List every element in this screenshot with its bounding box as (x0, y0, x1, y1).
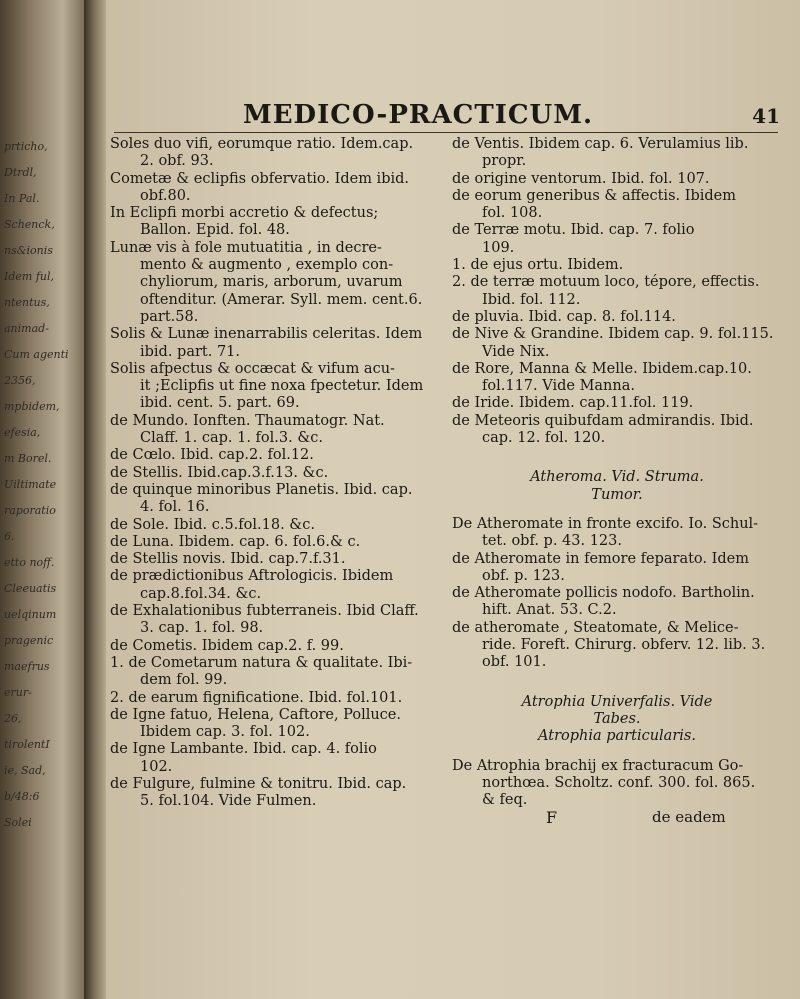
index-entry-line: de Rore, Manna & Melle. Ibidem.cap.10. (452, 360, 752, 377)
index-entry-line: chyliorum, maris, arborum, uvarum (140, 274, 403, 291)
index-entry-line: Vide Nix. (482, 343, 550, 360)
left-column (110, 136, 440, 811)
margin-fragment: etto noff. (4, 556, 55, 569)
index-entry-line: Ballon. Epid. fol. 48. (140, 222, 290, 239)
index-entry-line: de prædictionibus Aftrologicis. Ibidem (110, 568, 394, 585)
index-entry-line: mento & augmento , exemplo con- (140, 257, 394, 274)
margin-fragment: Cleeuatis (4, 582, 57, 595)
index-entry-line: fol.117. Vide Manna. (482, 378, 635, 395)
index-entry-line: oftenditur. (Amerar. Syll. mem. cent.6. (140, 291, 423, 308)
margin-fragment: 6. (4, 530, 15, 543)
index-entry-line: tet. obf. p. 43. 123. (482, 533, 622, 550)
margin-fragment: efesia, (4, 426, 41, 439)
index-entry-line: Solis & Lunæ inenarrabilis celeritas. Idem (110, 326, 423, 343)
index-entry-line: Cometæ & eclipfis obfervatio. Idem ibid. (110, 170, 409, 187)
margin-fragment: Uiltimate (4, 478, 57, 491)
margin-fragment: ns&ionis (4, 244, 53, 257)
index-entry-line: de Iride. Ibidem. cap.11.fol. 119. (452, 395, 694, 412)
index-entry-line: Ibid. fol. 112. (482, 291, 581, 308)
index-entry-line: de Igne Lambante. Ibid. cap. 4. folio (110, 741, 377, 758)
section-heading-atheroma: Atheroma. Vid. Struma. (530, 469, 704, 486)
index-entry-line: Claff. 1. cap. 1. fol.3. &c. (140, 430, 323, 447)
meteora-entries (452, 136, 782, 447)
index-entry-line: 2. de terræ motuum loco, tépore, effectis. (452, 274, 760, 291)
index-entry-line: propr. (482, 153, 527, 170)
margin-fragment: Schenck, (4, 218, 55, 231)
index-entry-line: 102. (140, 758, 173, 775)
index-entry-line: Soles duo vifi, eorumque ratio. Idem.cap. (110, 136, 414, 152)
index-entry-line: 2. obf. 93. (140, 153, 214, 170)
index-entry-line: 1. de Cometarum natura & qualitate. Ibi- (110, 654, 413, 671)
index-entry-line: de Exhalationibus fubterraneis. Ibid Claff. (110, 603, 419, 620)
index-entry-line: Lunæ vis à fole mutuatitia , in decre- (110, 239, 382, 256)
index-entry-line: de origine ventorum. Ibid. fol. 107. (452, 170, 710, 187)
margin-fragment: 2356, (4, 374, 36, 387)
page-header (106, 100, 800, 132)
index-entry-line: 1. de ejus ortu. Ibidem. (452, 257, 624, 274)
index-entry-line: De Atheromate in fronte excifo. Io. Schul- (452, 515, 759, 532)
index-entry-line: obf. 101. (482, 654, 547, 671)
margin-fragment: Idem ful, (4, 270, 54, 283)
book-page (106, 0, 800, 999)
margin-fragment: pragenic (4, 634, 54, 647)
index-entry-line: ibid. part. 71. (140, 343, 241, 360)
index-entry-line: de Cœlo. Ibid. cap.2. fol.12. (110, 447, 314, 464)
index-entry-line: de Stellis novis. Ibid. cap.7.f.31. (110, 551, 346, 568)
index-entry-line: hift. Anat. 53. C.2. (482, 602, 617, 619)
index-entry-line: De Atrophia brachij ex fracturacum Go- (452, 757, 744, 774)
index-entry-line: cap. 12. fol. 120. (482, 430, 606, 447)
section-subheading-tabes: Tabes. (593, 710, 641, 727)
index-entry-line: it ;Eclipfis ut fine noxa fpectetur. Idem (140, 378, 424, 395)
index-entry-line: de Igne fatuo, Helena, Caftore, Polluce. (110, 706, 401, 723)
index-entry-line: de quinque minoribus Planetis. Ibid. cap. (110, 481, 413, 498)
index-entry-line: northœa. Scholtz. conf. 300. fol. 865. (482, 774, 756, 791)
index-entry-line: de Mundo. Ionften. Thaumatogr. Nat. (110, 412, 385, 429)
atrophia-entries (452, 758, 782, 810)
index-entry-line: de Fulgure, fulmine & tonitru. Ibid. cap. (110, 775, 407, 792)
index-entry-line: Ibidem cap. 3. fol. 102. (140, 724, 310, 741)
index-entry-line: de Terræ motu. Ibid. cap. 7. folio (452, 222, 695, 239)
index-entry-line: obf.80. (140, 187, 191, 204)
running-title: MEDICO-PRACTICUM. (242, 100, 594, 130)
section-subheading-atrophia-particularis: Atrophia particularis. (538, 728, 696, 745)
index-entry-line: ibid. cent. 5. part. 69. (140, 395, 300, 412)
section-heading-atrophia: Atrophia Univerfalis. Vide (521, 693, 713, 710)
catchword: de eadem (652, 808, 726, 827)
margin-fragment: maefrus (4, 660, 50, 673)
index-entry-line: de Ventis. Ibidem cap. 6. Verulamius lib. (452, 136, 749, 152)
index-entry-line: Solis afpectus & occæcat & vifum acu- (110, 360, 395, 377)
atheroma-entries (452, 516, 782, 672)
adjacent-page-edge (0, 0, 84, 999)
index-entry-line: de pluvia. Ibid. cap. 8. fol.114. (452, 308, 676, 325)
margin-fragment: m Borel. (4, 452, 52, 465)
margin-fragment: mpbidem, (4, 400, 60, 413)
index-entry-line: de Meteoris quibufdam admirandis. Ibid. (452, 412, 754, 429)
index-entry-line: de Atheromate in femore feparato. Idem (452, 550, 749, 567)
index-entry-line: In Eclipfi morbi accretio & defectus; (110, 205, 379, 222)
margin-fragment: erur- (4, 686, 32, 699)
margin-fragment: raporatio (4, 504, 56, 517)
index-entry-line: 3. cap. 1. fol. 98. (140, 620, 264, 637)
margin-fragment: uelqinum (4, 608, 57, 621)
index-entry-line: de atheromate , Steatomate, & Melice- (452, 619, 739, 636)
section-subheading-tumor: Tumor. (591, 486, 643, 503)
right-column (452, 136, 782, 827)
margin-fragment: b/48:6 (4, 790, 40, 803)
index-entry-line: fol. 108. (482, 205, 543, 222)
book-gutter (84, 0, 106, 999)
index-entry-line: 2. de earum fignificatione. Ibid. fol.101. (110, 689, 403, 706)
margin-fragment: Solei (4, 816, 32, 829)
page-number: 41 (752, 104, 780, 128)
index-entry-line: obf. p. 123. (482, 567, 565, 584)
margin-fragment: ie, Sad, (4, 764, 46, 777)
index-entry-line: de Atheromate pollicis nodofo. Bartholin. (452, 585, 755, 602)
index-entry-line: de eorum generibus & affectis. Ibidem (452, 187, 736, 204)
header-rule (114, 132, 778, 133)
margin-fragment: In Pal. (4, 192, 40, 205)
margin-fragment: Dtrdl, (4, 166, 37, 179)
index-entry-line: de Stellis. Ibid.cap.3.f.13. &c. (110, 464, 329, 481)
index-entry-line: de Nive & Grandine. Ibidem cap. 9. fol.115. (452, 326, 774, 343)
margin-fragment: 26, (4, 712, 22, 725)
index-entry-line: dem fol. 99. (140, 672, 228, 689)
index-entry-line: part.58. (140, 308, 199, 325)
margin-fragment: animad- (4, 322, 49, 335)
index-entry-line: 4. fol. 16. (140, 499, 210, 516)
index-entry-line: & feq. (482, 792, 528, 809)
margin-fragment: Cum agenti (4, 348, 69, 361)
index-entry-line: de Cometis. Ibidem cap.2. f. 99. (110, 637, 344, 654)
margin-fragment: ntentus, (4, 296, 50, 309)
index-entry-line: 5. fol.104. Vide Fulmen. (140, 793, 317, 810)
index-entry-line: de Sole. Ibid. c.5.fol.18. &c. (110, 516, 315, 533)
index-entry-line: cap.8.fol.34. &c. (140, 585, 262, 602)
index-entry-line: ride. Foreft. Chirurg. obferv. 12. lib. 3. (482, 637, 766, 654)
signature-mark: F (546, 808, 558, 828)
margin-fragment: prticho, (4, 140, 48, 153)
margin-fragment: tirolentI (4, 738, 50, 751)
index-entry-line: 109. (482, 239, 515, 256)
index-entry-line: de Luna. Ibidem. cap. 6. fol.6.& c. (110, 533, 361, 550)
